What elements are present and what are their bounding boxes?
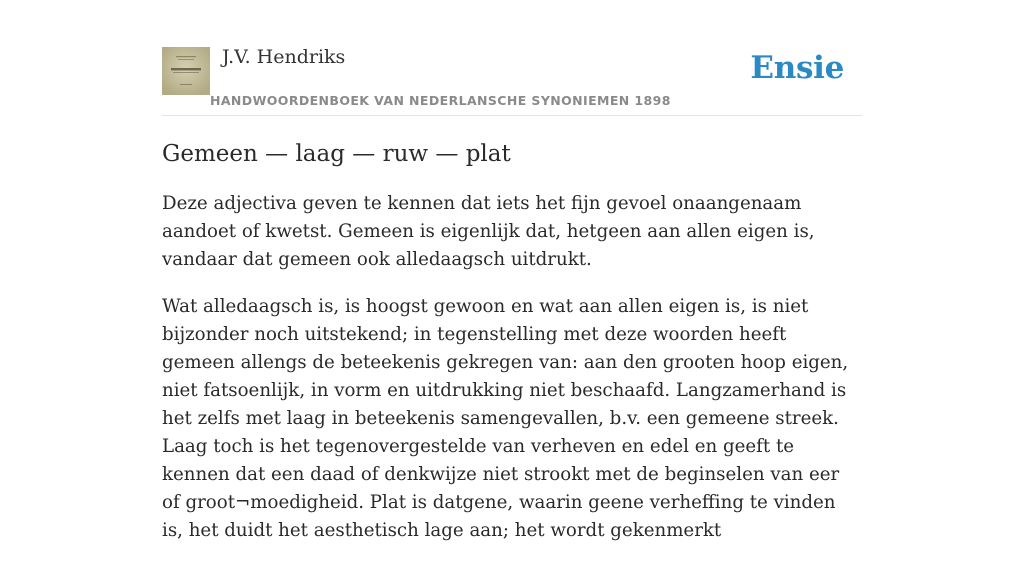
author-name[interactable]: J.V. Hendriks xyxy=(222,46,346,68)
header xyxy=(162,46,862,116)
source-title[interactable]: HANDWOORDENBOEK VAN NEDERLANSCHE SYNONIEMEN 1898 xyxy=(210,93,671,108)
article-paragraph: Deze adjectiva geven te kennen dat iets het fijn gevoel onaangenaam aandoet of kwetst. Gemeen is eigenlijk dat, hetgeen aan allen eigen is, vandaar dat gemeen ook alledaagsch uitdrukt. xyxy=(162,193,815,270)
article xyxy=(162,138,862,564)
book-cover-icon xyxy=(162,47,210,95)
article-paragraph: Wat alledaagsch is, is hoogst gewoon en wat aan allen eigen is, is niet bijzonder noch uitstekend; in tegenstelling met deze woorden heeft gemeen allengs de beteekenis gekregen van: aan den grooten hoop eigen, niet fatsoenlijk, in vorm en uitdrukking niet beschaafd. Langzamerhand is het zelfs met laag in beteekenis samengevallen, b.v. een gemeene streek. Laag toch is het tegenovergestelde van verheven en edel en geeft te kennen dat een daad of denkwijze niet strookt met de beginselen van eer of groot¬moedigheid. Plat is datgene, waarin geene verheffing te vinden is, het duidt het aesthetisch lage aan; het wordt gekenmerkt xyxy=(162,296,849,541)
article-title: Gemeen — laag — ruw — plat xyxy=(162,141,511,167)
avatar[interactable] xyxy=(162,47,210,95)
brand-logo[interactable]: Ensie xyxy=(750,50,844,86)
